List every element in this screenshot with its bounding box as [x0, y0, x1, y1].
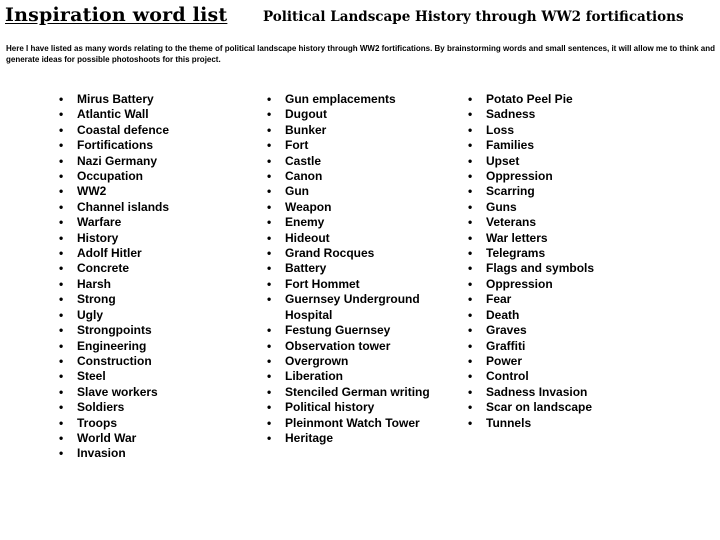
- word-list-item: • Battery: [266, 261, 456, 276]
- word-list-item: • Overgrown: [266, 354, 456, 369]
- word-list-item: • Potato Peel Pie: [467, 92, 657, 107]
- word-list-item: • Control: [467, 369, 657, 384]
- word-list-item: • Strong: [58, 292, 248, 307]
- page-subtitle: Political Landscape History through WW2 fortifications: [263, 9, 684, 25]
- word-list-item: • Fear: [467, 292, 657, 307]
- word-list-item: • Oppression: [467, 277, 657, 292]
- word-list-item: • Sadness: [467, 107, 657, 122]
- word-list-item: • Scarring: [467, 184, 657, 199]
- word-list-column-3: [467, 92, 657, 431]
- word-list-item: • Strongpoints: [58, 323, 248, 338]
- word-list-item: • Concrete: [58, 261, 248, 276]
- word-list-item: • Sadness Invasion: [467, 385, 657, 400]
- word-list-item: • Veterans: [467, 215, 657, 230]
- word-list-column-2: [266, 92, 456, 446]
- word-list-item: • Castle: [266, 154, 456, 169]
- word-list-item: • Power: [467, 354, 657, 369]
- word-list-item: • Scar on landscape: [467, 400, 657, 415]
- word-list-item: • Gun emplacements: [266, 92, 456, 107]
- word-list-item: • Loss: [467, 123, 657, 138]
- word-list-column-1: [58, 92, 248, 462]
- word-list-item: • Ugly: [58, 308, 248, 323]
- word-list-item: • Weapon: [266, 200, 456, 215]
- word-list-item: • Grand Rocques: [266, 246, 456, 261]
- word-list-item: • Heritage: [266, 431, 456, 446]
- word-list-item: • Graffiti: [467, 339, 657, 354]
- word-list-item: • Engineering: [58, 339, 248, 354]
- word-list-item: • Observation tower: [266, 339, 456, 354]
- word-list-item: • Nazi Germany: [58, 154, 248, 169]
- word-list-item: • Adolf Hitler: [58, 246, 248, 261]
- word-list-item: • Liberation: [266, 369, 456, 384]
- word-list-item: • Dugout: [266, 107, 456, 122]
- word-list-item: • Canon: [266, 169, 456, 184]
- word-list-item: • Pleinmont Watch Tower: [266, 416, 456, 431]
- word-list-item: • Invasion: [58, 446, 248, 461]
- word-list-item: • Troops: [58, 416, 248, 431]
- word-list-item: • Telegrams: [467, 246, 657, 261]
- word-list-item: • War letters: [467, 231, 657, 246]
- word-list-item: • Guns: [467, 200, 657, 215]
- word-list-item: • History: [58, 231, 248, 246]
- word-list-item: • Occupation: [58, 169, 248, 184]
- word-list-item: • Guernsey Underground Hospital: [266, 292, 456, 323]
- word-list-item: • Upset: [467, 154, 657, 169]
- word-list-item: • Slave workers: [58, 385, 248, 400]
- word-list-item: • Hideout: [266, 231, 456, 246]
- word-list-item: • Tunnels: [467, 416, 657, 431]
- word-list-item: • Steel: [58, 369, 248, 384]
- page-title: Inspiration word list: [5, 4, 228, 26]
- word-list-item: • Flags and symbols: [467, 261, 657, 276]
- intro-paragraph: Here I have listed as many words relating to the theme of political landscape history through WW2 fortifications. By brainstorming words and small sentences, it will allow me to think and generate ideas for possible photoshoots for this project.: [6, 44, 716, 64]
- word-list-item: • WW2: [58, 184, 248, 199]
- word-list-item: • Mirus Battery: [58, 92, 248, 107]
- word-list-item: • Graves: [467, 323, 657, 338]
- word-list-item: • Harsh: [58, 277, 248, 292]
- word-list-item: • Construction: [58, 354, 248, 369]
- word-list-item: • World War: [58, 431, 248, 446]
- word-list-item: • Atlantic Wall: [58, 107, 248, 122]
- word-list-item: • Bunker: [266, 123, 456, 138]
- word-list-item: • Soldiers: [58, 400, 248, 415]
- word-list-item: • Festung Guernsey: [266, 323, 456, 338]
- word-list-item: • Stenciled German writing: [266, 385, 456, 400]
- word-list-item: • Fortifications: [58, 138, 248, 153]
- word-list-item: • Families: [467, 138, 657, 153]
- word-list-item: • Death: [467, 308, 657, 323]
- word-list-item: • Fort Hommet: [266, 277, 456, 292]
- word-list-item: • Political history: [266, 400, 456, 415]
- word-list-item: • Enemy: [266, 215, 456, 230]
- word-list-item: • Gun: [266, 184, 456, 199]
- word-list-item: • Channel islands: [58, 200, 248, 215]
- word-list-item: • Warfare: [58, 215, 248, 230]
- word-list-item: • Fort: [266, 138, 456, 153]
- word-list-item: • Coastal defence: [58, 123, 248, 138]
- word-list-item: • Oppression: [467, 169, 657, 184]
